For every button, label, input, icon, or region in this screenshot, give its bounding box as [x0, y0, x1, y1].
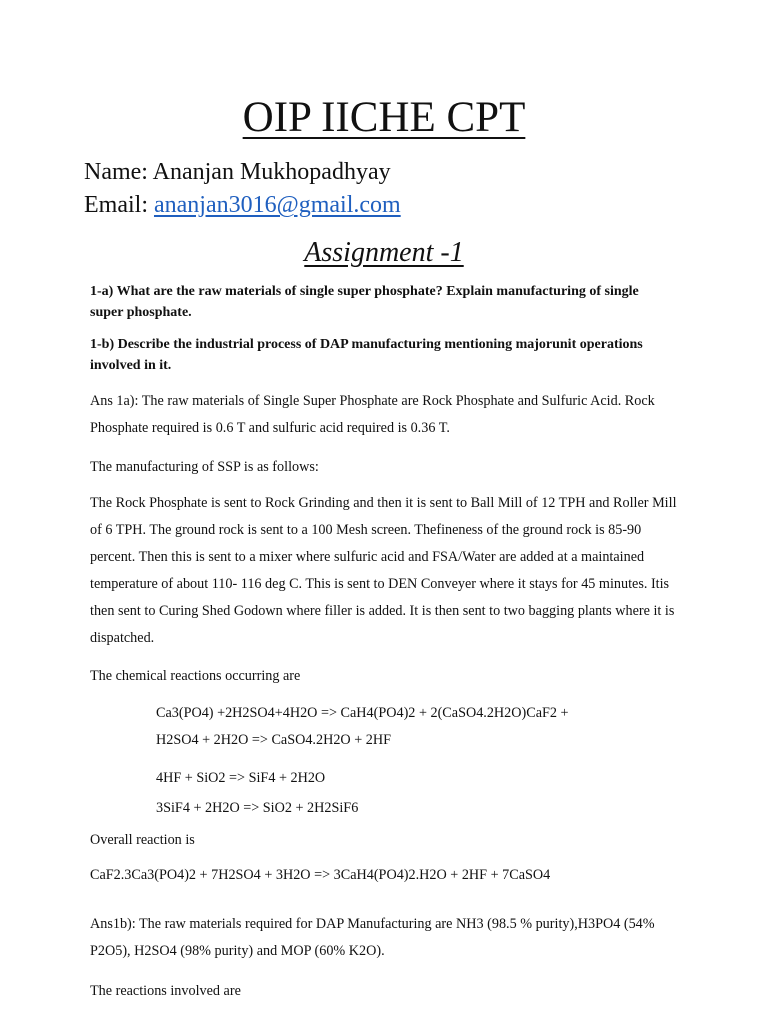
email-line — [84, 190, 401, 220]
email-label: Email: — [84, 192, 154, 218]
overall-equation: CaF2.3Ca3(PO4)2 + 7H2SO4 + 3H2O => 3CaH4(PO4)2.H2O + 2HF + 7CaSO4 — [90, 867, 551, 883]
process-paragraph: The Rock Phosphate is sent to Rock Grinding and then it is sent to Ball Mill of 12 TPH and Roller Mill of 6 TPH. The ground rock is sent to a 100 Mesh screen. Thefineness of the ground rock is 85-90 percent. Then this is sent to a mixer where sulfuric acid and FSA/Water are added at a maintained temperature of about 110- 116 deg C. This is sent to DEN Conveyer where it stays for 45 minutes. Itis then sent to Curing Shed Godown where filler is added. It is then sent to two bagging plants where it is dispatched. — [90, 495, 677, 646]
question-1b: 1-b) Describe the industrial process of DAP manufacturing mentioning majorunit operations involved in it. — [90, 337, 643, 373]
chemical-reactions-intro: The chemical reactions occurring are — [90, 668, 301, 684]
page-title: OIP IICHE CPT — [242, 94, 526, 141]
equation-3: 4HF + SiO2 => SiF4 + 2H2O — [156, 770, 326, 786]
answer-1b-paragraph: Ans1b): The raw materials required for DAP Manufacturing are NH3 (98.5 % purity),H3PO4 (54% P2O5), H2SO4 (98% purity) and MOP (60% K2O). — [90, 916, 655, 959]
overall-reaction-intro: Overall reaction is — [90, 832, 195, 848]
email-link[interactable]: ananjan3016@gmail.com — [153, 192, 401, 218]
equation-4: 3SiF4 + 2H2O => SiO2 + 2H2SiF6 — [156, 800, 359, 816]
answer-1a-paragraph: Ans 1a): The raw materials of Single Super Phosphate are Rock Phosphate and Sulfuric Acid. Rock Phosphate required is 0.6 T and sulfuric acid required is 0.36 T. — [90, 393, 655, 436]
equation-1: Ca3(PO4) +2H2SO4+4H2O => CaH4(PO4)2 + 2(CaSO4.2H2O)CaF2 + — [156, 705, 569, 721]
reactions-intro: The reactions involved are — [90, 983, 241, 999]
name-label: Name: — [84, 159, 153, 185]
question-1a: 1-a) What are the raw materials of single super phosphate? Explain manufacturing of single super phosphate. — [90, 284, 639, 320]
name-line — [84, 157, 391, 187]
equation-2: H2SO4 + 2H2O => CaSO4.2H2O + 2HF — [156, 732, 391, 748]
assignment-heading: Assignment -1 — [304, 237, 464, 268]
name-value: Ananjan Mukhopadhyay — [152, 159, 391, 185]
manufacturing-intro: The manufacturing of SSP is as follows: — [90, 459, 319, 475]
